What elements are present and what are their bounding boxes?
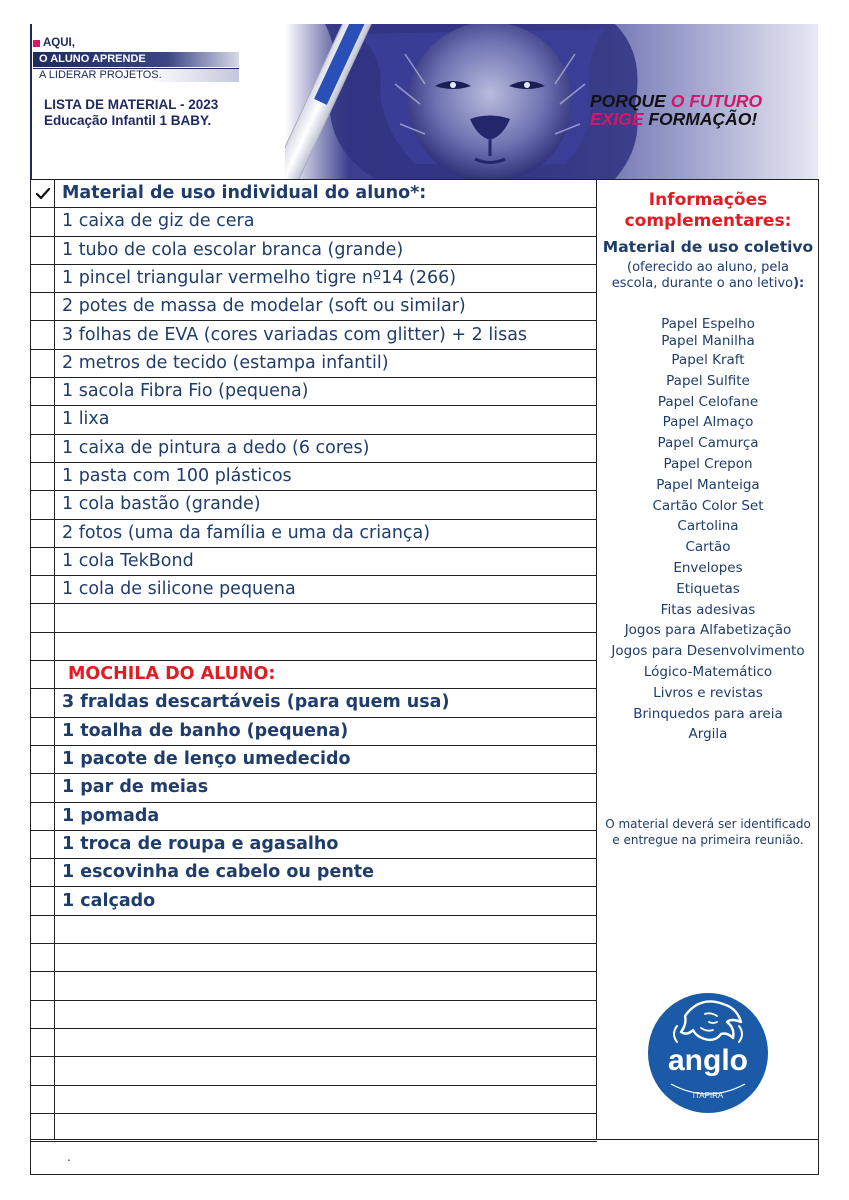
list-subtitle: Educação Infantil 1 BABY.	[44, 113, 212, 128]
list-item: 1 cola bastão (grande)	[55, 491, 597, 519]
check-row-line	[31, 633, 55, 661]
info-item: Papel Kraft	[671, 352, 745, 368]
check-row-line	[31, 435, 55, 463]
empty-row	[55, 633, 597, 661]
check-row-line	[31, 180, 55, 208]
check-row-line	[31, 293, 55, 321]
backpack-item: 1 escovinha de cabelo ou pente	[55, 859, 597, 887]
note-line-1: (oferecido ao aluno, pela	[627, 260, 789, 275]
info-item: Cartão Color Set	[652, 497, 764, 514]
note-line-2: escola, durante o ano letivo	[611, 276, 794, 291]
info-item: Brinquedos para areia	[633, 705, 783, 722]
info-item: Papel Manteiga	[656, 476, 760, 493]
check-row-line	[31, 774, 55, 802]
header-left-border	[30, 24, 32, 179]
info-item: Papel Almaço	[662, 414, 754, 431]
empty-row	[55, 1029, 597, 1057]
check-row-line	[31, 888, 55, 916]
info-item: Papel Celofane	[657, 393, 759, 410]
check-row-line	[31, 1001, 55, 1029]
check-row-line	[31, 831, 55, 859]
logo-city: ITAPIRA	[692, 1091, 724, 1100]
motto-part-2: O FUTURO	[670, 91, 763, 111]
check-row-line	[31, 944, 55, 972]
footer-text: .	[67, 1150, 71, 1164]
info-item: Argila	[688, 726, 728, 743]
info-item: Papel Espelho	[661, 316, 755, 332]
info-title	[597, 190, 819, 232]
empty-row	[55, 1001, 597, 1029]
backpack-item: 1 pacote de lenço umedecido	[55, 746, 597, 774]
check-row-line	[31, 689, 55, 717]
check-row-line	[31, 661, 55, 689]
collective-material-list	[597, 316, 819, 745]
slogan-line-2: O ALUNO APRENDE	[33, 52, 239, 67]
check-row-line	[31, 718, 55, 746]
list-item: 1 caixa de pintura a dedo (6 cores)	[55, 435, 597, 463]
info-item: Etiquetas	[676, 580, 740, 597]
school-slogan	[33, 37, 243, 82]
backpack-item: 1 troca de roupa e agasalho	[55, 831, 597, 859]
check-row-line	[31, 322, 55, 350]
list-item: 1 tubo de cola escolar branca (grande)	[55, 237, 597, 265]
backpack-item: 1 par de meias	[55, 774, 597, 802]
list-item: 2 fotos (uma da família e uma da criança)	[55, 520, 597, 548]
empty-row	[55, 1086, 597, 1114]
backpack-heading: MOCHILA DO ALUNO:	[55, 661, 597, 689]
empty-row	[55, 605, 597, 633]
check-row-line	[31, 576, 55, 604]
collective-material-heading: Material de uso coletivo	[602, 238, 814, 256]
check-row-line	[31, 406, 55, 434]
check-row-line	[31, 548, 55, 576]
info-item: Cartolina	[677, 518, 739, 535]
info-item: Envelopes	[673, 559, 743, 576]
empty-row	[55, 1057, 597, 1085]
document-titles	[44, 97, 218, 129]
info-item: Papel Crepon	[663, 455, 753, 472]
check-row-line	[31, 350, 55, 378]
list-item: 1 cola TekBond	[55, 548, 597, 576]
footer-box	[30, 1139, 819, 1175]
list-item: 1 caixa de giz de cera	[55, 208, 597, 236]
check-row-line	[31, 463, 55, 491]
info-item: Livros e revistas	[653, 684, 763, 701]
motto-part-3: EXIGE	[590, 109, 649, 129]
list-item: 1 pincel triangular vermelho tigre nº14 (266)	[55, 265, 597, 293]
empty-row	[55, 1114, 597, 1142]
note-close: ):	[793, 276, 805, 291]
info-item: Papel Manilha	[661, 333, 755, 349]
empty-row	[55, 944, 597, 972]
collective-material-note	[601, 260, 815, 292]
info-item: Jogos para Alfabetização	[624, 622, 792, 639]
material-list	[55, 180, 597, 1139]
list-item: 2 metros de tecido (estampa infantil)	[55, 350, 597, 378]
footer-line-2: e entregue na primeira reunião.	[612, 833, 804, 847]
complementary-info	[597, 180, 819, 1139]
anglo-logo	[647, 992, 769, 1114]
identification-note	[597, 816, 819, 848]
check-row-line	[31, 378, 55, 406]
list-item: 2 potes de massa de modelar (soft ou similar)	[55, 293, 597, 321]
motto-part-1: PORQUE	[590, 91, 671, 111]
backpack-item: 1 calçado	[55, 888, 597, 916]
backpack-item: 1 toalha de banho (pequena)	[55, 718, 597, 746]
check-row-line	[31, 265, 55, 293]
check-row-line	[31, 1114, 55, 1142]
info-item: Cartão	[685, 539, 731, 556]
page-header	[30, 24, 818, 179]
check-row-line	[31, 237, 55, 265]
list-item: 3 folhas de EVA (cores variadas com glitter) + 2 lisas	[55, 322, 597, 350]
check-row-line	[31, 520, 55, 548]
empty-row	[55, 972, 597, 1000]
check-row-line	[31, 972, 55, 1000]
check-row-line	[31, 208, 55, 236]
backpack-item: 3 fraldas descartáveis (para quem usa)	[55, 689, 597, 717]
info-item: Jogos para Desenvolvimento	[611, 643, 805, 660]
check-column	[31, 180, 55, 1139]
info-item: Lógico-Matemático	[643, 663, 773, 680]
motto-part-4: FORMAÇÃO!	[648, 109, 758, 129]
list-item: 1 sacola Fibra Fio (pequena)	[55, 378, 597, 406]
check-row-line	[31, 859, 55, 887]
material-table	[30, 179, 819, 1139]
empty-row	[55, 916, 597, 944]
list-title: LISTA DE MATERIAL - 2023	[44, 97, 219, 112]
backpack-item: 1 pomada	[55, 803, 597, 831]
check-row-line	[31, 803, 55, 831]
check-row-line	[31, 491, 55, 519]
list-item: 1 pasta com 100 plásticos	[55, 463, 597, 491]
info-item: Fitas adesivas	[660, 601, 756, 618]
list-heading: Material de uso individual do aluno*:	[55, 180, 597, 208]
check-row-line	[31, 746, 55, 774]
check-row-line	[31, 916, 55, 944]
slogan-line-1: AQUI,	[33, 37, 243, 50]
info-title-line-1: Informações	[648, 190, 768, 210]
info-item: Papel Camurça	[657, 435, 759, 452]
info-title-line-2: complementares:	[624, 211, 792, 231]
motto	[590, 92, 762, 128]
info-item: Papel Sulfite	[666, 372, 750, 389]
list-item: 1 lixa	[55, 406, 597, 434]
check-row-line	[31, 1029, 55, 1057]
check-row-line	[31, 1057, 55, 1085]
list-item: 1 cola de silicone pequena	[55, 576, 597, 604]
footer-line-1: O material deverá ser identificado	[605, 817, 811, 831]
check-row-line	[31, 605, 55, 633]
check-row-line	[31, 1086, 55, 1114]
logo-text: anglo	[668, 1044, 748, 1077]
slogan-line-3: A LIDERAR PROJETOS.	[33, 68, 239, 82]
